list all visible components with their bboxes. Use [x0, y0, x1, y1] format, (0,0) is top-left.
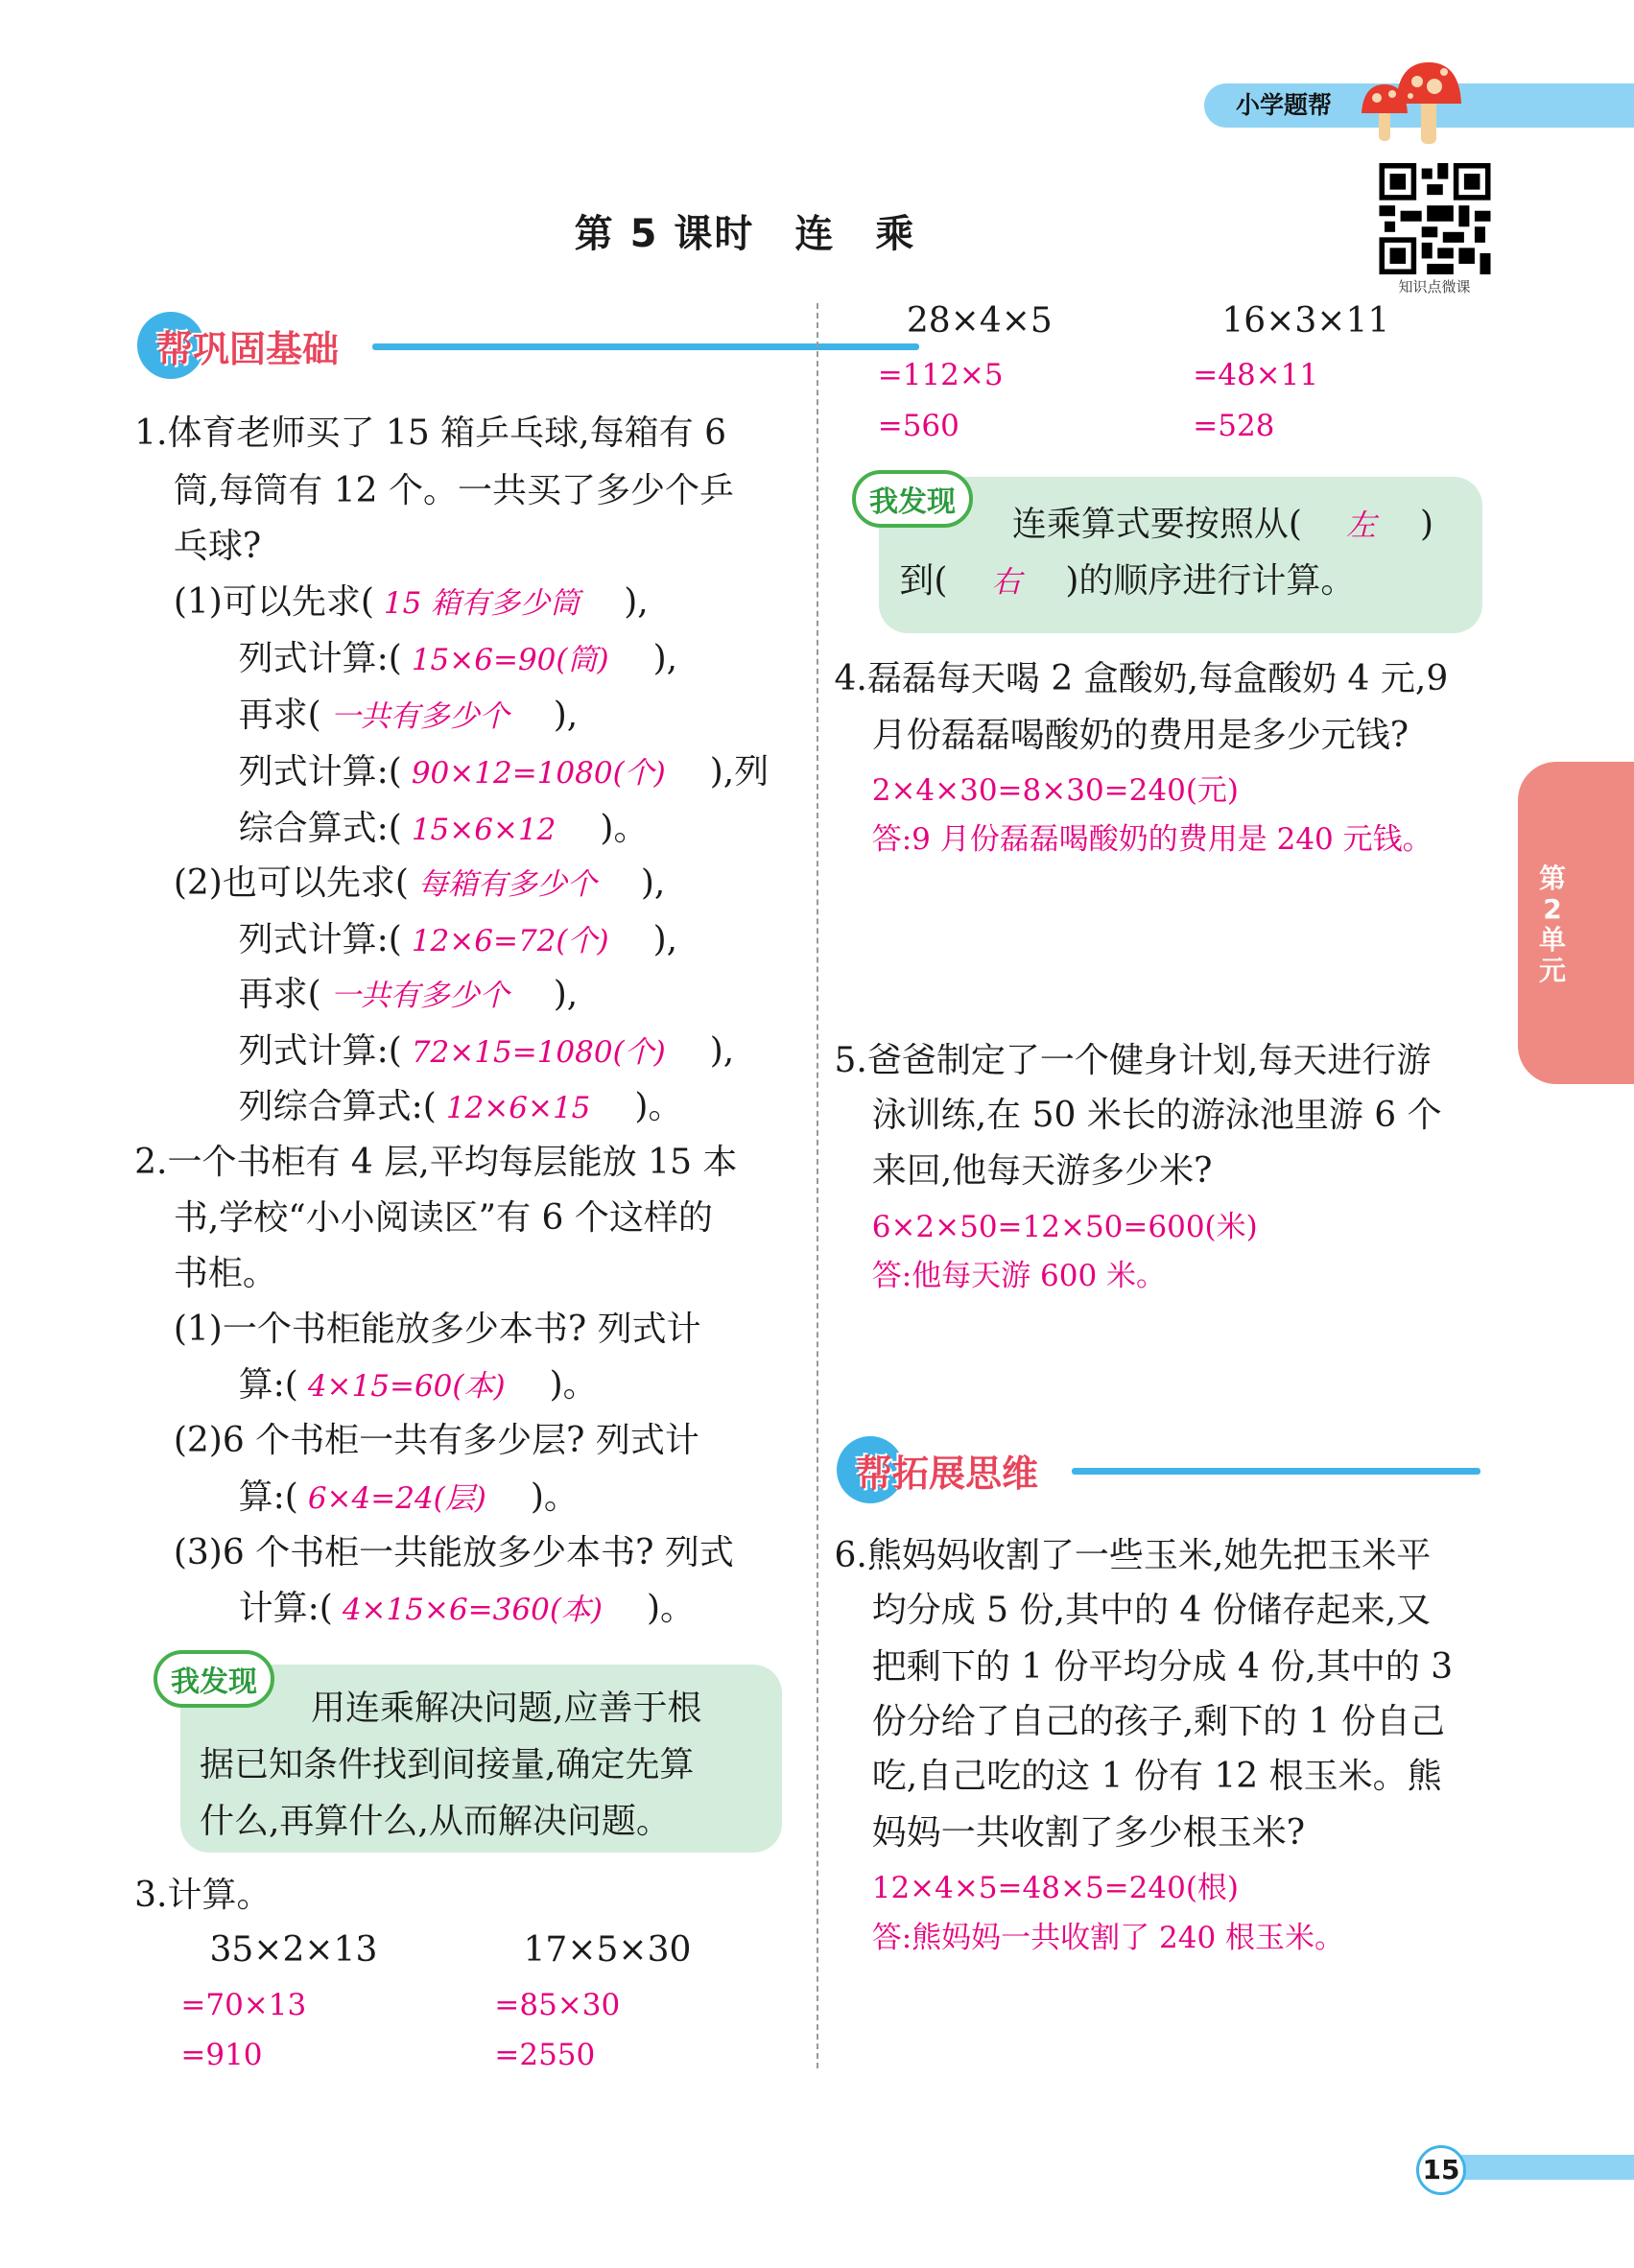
section-header-basic: [137, 312, 790, 379]
answer-text: 12×6=72(个): [411, 923, 609, 958]
left-text-line: [494, 2032, 595, 2077]
left-text-line: [174, 580, 649, 626]
right-text-line: [872, 1645, 1453, 1689]
right-text-line: [872, 1700, 1445, 1744]
right-text-line: [872, 1865, 1239, 1910]
question-text: 6.熊妈妈收割了一些玉米,她先把玉米平: [834, 1535, 1432, 1575]
question-text: ): [1385, 505, 1433, 545]
question-text: ),: [618, 919, 678, 959]
left-text-line: [180, 1982, 306, 2027]
left-text-line: [239, 1085, 683, 1130]
question-text: ),: [605, 862, 666, 903]
right-text-line: [907, 299, 1053, 343]
answer-text: 答:9 月份磊磊喝酸奶的费用是 240 元钱。: [871, 822, 1433, 858]
left-text-line: [174, 1252, 277, 1296]
section-title: 帮巩固基础: [156, 328, 340, 370]
question-text: 列式计算:(: [238, 919, 402, 959]
question-text: 4.磊磊每天喝 2 盒酸奶,每盒酸奶 4 元,9: [834, 659, 1449, 699]
question-text: 什么,再算什么,从而解决问题。: [199, 1801, 671, 1841]
answer-text: 2×4×30=8×30=240(元): [871, 772, 1240, 808]
answer-text: =528: [1193, 409, 1275, 444]
answer-text: 6×2×50=12×50=600(米): [871, 1209, 1258, 1244]
left-text-line: [134, 1141, 737, 1185]
answer-text: 答:他每天游 600 米。: [871, 1259, 1167, 1294]
question-text: 月份磊磊喝酸奶的费用是多少元钱?: [871, 716, 1409, 756]
section-header-extend: [837, 1436, 1489, 1503]
right-text-line: [1012, 503, 1433, 548]
right-text-line: [835, 657, 1449, 701]
discover-badge: 我发现: [852, 470, 973, 528]
question-text: 3.计算。: [134, 1875, 272, 1915]
question-text: 5.爸爸制定了一个健身计划,每天进行游: [834, 1041, 1432, 1081]
answer-text: 答:熊妈妈一共收割了 240 根玉米。: [871, 1921, 1345, 1956]
question-text: )。: [565, 808, 649, 848]
question-text: 来回,他每天游多少米?: [871, 1150, 1213, 1191]
question-text: ),列: [675, 751, 770, 791]
question-text: 列式计算:(: [238, 751, 402, 791]
question-text: 列综合算式:(: [238, 1087, 437, 1127]
left-text-line: [494, 1982, 620, 2027]
right-text-line: [899, 559, 1355, 604]
qr-code[interactable]: [1378, 163, 1492, 274]
left-text-line: [174, 469, 734, 513]
page-title: 第 5 课时 连 乘: [574, 212, 916, 256]
right-text-line: [835, 1039, 1432, 1083]
left-text-line: [134, 1874, 271, 1918]
question-text: 35×2×13: [209, 1929, 378, 1970]
right-text-line: [872, 714, 1409, 758]
left-text-line: [200, 1800, 671, 1844]
answer-text: =112×5: [877, 358, 1004, 393]
brand-label: 小学题帮: [1236, 91, 1333, 119]
right-text-line: [878, 403, 959, 448]
answer-text: 12×4×5=48×5=240(根): [871, 1870, 1240, 1905]
question-text: )。: [495, 1477, 579, 1518]
right-text-line: [835, 1534, 1432, 1578]
answer-text: 15 箱有多少筒: [383, 586, 580, 622]
left-text-line: [524, 1928, 692, 1973]
question-text: (3)6 个书柜一共能放多少本书? 列式: [173, 1532, 734, 1572]
left-text-line: [239, 918, 677, 963]
question-text: ),: [518, 974, 579, 1014]
answer-text: 左: [1345, 508, 1376, 544]
answer-text: 6×4=24(层): [307, 1481, 486, 1517]
answer-text: 4×15×6=360(本): [342, 1593, 604, 1628]
answer-text: 一共有多少个: [330, 698, 509, 734]
question-text: 综合算式:(: [238, 808, 402, 848]
question-text: 筒,每筒有 12 个。一共买了多少个乒: [173, 471, 734, 511]
question-text: 列式计算:(: [238, 1030, 402, 1071]
question-text: 17×5×30: [523, 1929, 692, 1970]
question-text: 乓球?: [173, 526, 262, 566]
question-text: 份分给了自己的孩子,剩下的 1 份自己: [871, 1701, 1445, 1741]
question-text: 吃,自己吃的这 1 份有 12 根玉米。熊: [871, 1757, 1442, 1797]
question-text: (1)一个书柜能放多少本书? 列式计: [173, 1310, 701, 1350]
question-text: )。: [600, 1087, 683, 1127]
question-text: 书柜。: [173, 1253, 277, 1293]
question-text: (2)6 个书柜一共有多少层? 列式计: [173, 1421, 699, 1461]
question-text: (1)可以先求(: [173, 582, 374, 623]
question-text: 2.一个书柜有 4 层,平均每层能放 15 本: [134, 1142, 738, 1182]
left-text-line: [239, 1363, 598, 1408]
answer-text: 15×6=90(筒): [411, 643, 609, 678]
left-text-line: [174, 1419, 699, 1463]
left-text-line: [174, 525, 261, 569]
answer-text: =910: [180, 2038, 263, 2073]
question-text: )。: [612, 1589, 696, 1629]
question-text: 算:(: [238, 1477, 298, 1518]
left-text-line: [239, 1029, 735, 1075]
question-text: 算:(: [238, 1364, 298, 1405]
left-text-line: [174, 1308, 701, 1352]
answer-text: 72×15=1080(个): [411, 1034, 666, 1070]
left-text-line: [311, 1687, 701, 1731]
question-text: 计算:(: [238, 1589, 333, 1629]
left-text-line: [174, 1531, 734, 1575]
question-text: 妈妈一共收割了多少根玉米?: [871, 1812, 1306, 1853]
answer-text: 12×6×15: [445, 1091, 591, 1126]
question-text: ),: [618, 639, 678, 679]
question-text: 1.体育老师买了 15 箱乒乓球,每箱有 6: [134, 413, 726, 454]
question-text: ),: [675, 1030, 735, 1071]
question-text: 把剩下的 1 份平均分成 4 份,其中的 3: [871, 1646, 1454, 1687]
answer-text: =2550: [494, 2038, 596, 2073]
right-text-line: [872, 1253, 1166, 1298]
right-text-line: [872, 1204, 1258, 1249]
right-text-line: [1193, 352, 1318, 397]
question-text: 连乘算式要按照从(: [1011, 505, 1337, 545]
left-text-line: [210, 1928, 378, 1973]
answer-text: =48×11: [1193, 358, 1319, 393]
right-text-line: [1221, 299, 1389, 343]
section-title: 帮拓展思维: [856, 1453, 1039, 1495]
column-divider: [817, 303, 818, 2068]
right-text-line: [872, 1589, 1431, 1633]
question-text: 书,学校“小小阅读区”有 6 个这样的: [173, 1198, 713, 1239]
left-text-line: [239, 637, 677, 682]
left-text-line: [174, 862, 666, 907]
left-text-line: [239, 750, 770, 795]
left-text-line: [239, 807, 649, 852]
right-text-line: [872, 1755, 1442, 1799]
question-text: 用连乘解决问题,应善于根: [311, 1689, 702, 1729]
answer-text: =70×13: [180, 1987, 307, 2022]
left-text-line: [134, 412, 726, 456]
question-text: ),: [589, 582, 649, 623]
answer-text: 一共有多少个: [330, 978, 509, 1013]
right-text-line: [872, 1149, 1213, 1193]
left-text-line: [180, 2032, 262, 2077]
unit-label: 第2单元: [1538, 862, 1566, 986]
section-rule: [372, 343, 919, 350]
right-text-line: [872, 1094, 1442, 1138]
left-text-line: [239, 1476, 579, 1521]
question-text: 28×4×5: [906, 300, 1053, 341]
right-text-line: [872, 1915, 1344, 1960]
left-text-line: [239, 1587, 695, 1632]
answer-text: 4×15=60(本): [307, 1368, 506, 1404]
left-text-line: [239, 694, 579, 739]
question-text: 到(: [899, 560, 983, 601]
answer-text: 15×6×12: [411, 812, 557, 847]
question-text: 列式计算:(: [238, 639, 402, 679]
question-text: )。: [514, 1364, 598, 1405]
question-text: 据已知条件找到间接量,确定先算: [199, 1745, 695, 1785]
left-text-line: [200, 1743, 694, 1787]
right-text-line: [872, 1811, 1305, 1855]
page-number: 15: [1416, 2145, 1466, 2195]
question-text: )的顺序进行计算。: [1030, 560, 1356, 601]
right-text-line: [1193, 403, 1274, 448]
discover-badge: 我发现: [154, 1650, 274, 1708]
question-text: 再求(: [238, 695, 321, 735]
left-text-line: [174, 1196, 713, 1240]
question-text: 泳训练,在 50 米长的游泳池里游 6 个: [871, 1096, 1442, 1136]
answer-text: =560: [877, 409, 959, 444]
answer-text: 右: [991, 564, 1022, 600]
right-text-line: [872, 768, 1239, 813]
answer-text: 每箱有多少个: [417, 866, 597, 902]
question-text: 16×3×11: [1221, 300, 1390, 341]
right-text-line: [872, 816, 1433, 862]
page-bar: [1449, 2155, 1634, 2180]
answer-text: 90×12=1080(个): [411, 755, 666, 791]
mushroom-icon: [1358, 58, 1468, 146]
question-text: (2)也可以先求(: [173, 862, 409, 903]
answer-text: =85×30: [494, 1987, 621, 2022]
question-text: ),: [518, 695, 579, 735]
right-text-line: [878, 352, 1004, 397]
left-text-line: [239, 973, 579, 1018]
qr-caption: 知识点微课: [1398, 278, 1471, 295]
question-text: 再求(: [238, 974, 321, 1014]
section-rule: [1072, 1468, 1480, 1475]
question-text: 均分成 5 份,其中的 4 份储存起来,又: [871, 1590, 1432, 1630]
